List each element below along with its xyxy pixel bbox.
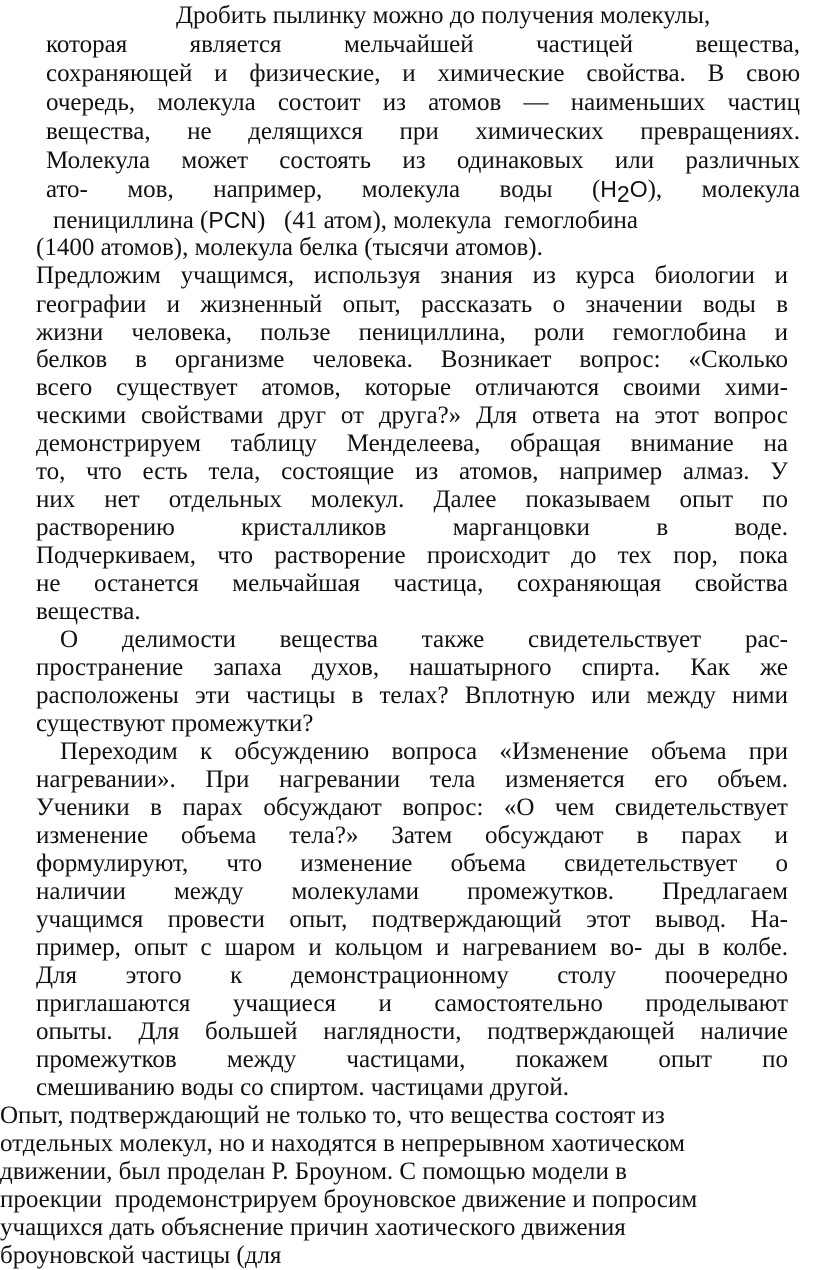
text-line: Предложим учащимся, используя знания из курса биологии и: [36, 262, 788, 289]
text-line: броуновской частицы (для: [0, 1242, 282, 1269]
text-line: учащихся дать объяснение причин хаотического движения: [0, 1214, 626, 1241]
text-line: Для этого к демонстрационному столу поочередно: [36, 962, 788, 989]
text-line: (1400 атомов), молекула белка (тысячи атомов).: [36, 234, 543, 261]
text-line: наличии между молекулами промежутков. Предлагаем: [36, 878, 788, 905]
text-line: растворению кристалликов марганцовки в воде.: [36, 514, 788, 541]
text-line: сохраняющей и физические, и химические свойства. В свою: [46, 60, 800, 87]
formula-pcn: PCN: [208, 207, 257, 233]
text-line: движении, был проделан Р. Броуном. С помощью модели в: [0, 1158, 627, 1185]
text-line: изменение объема тела?» Затем обсуждают в парах и: [36, 822, 788, 849]
text-line: Опыт, подтверждающий не только то, что вещества состоят из: [0, 1102, 665, 1129]
text-line: О делимости вещества также свидетельствует рас-: [60, 626, 788, 653]
text-line: которая является мельчайшей частицей вещества,: [46, 31, 800, 58]
text-line: Дробить пылинку можно до получения молекулы,: [176, 2, 711, 29]
text-line: нагревании». При нагревании тела изменяется его объем.: [36, 766, 788, 793]
formula-h: H: [600, 176, 617, 202]
text-line: жизни человека, пользе пенициллина, роли гемоглобина и: [36, 319, 788, 346]
text-line: ческими свойствами друг от друга?» Для ответа на этот вопрос: [36, 402, 788, 429]
text-line: то, что есть тела, состоящие из атомов, например алмаз. У: [36, 458, 788, 485]
text-line: учащимся провести опыт, подтверждающий этот вывод. На-: [36, 906, 788, 933]
text-line: Ученики в парах обсуждают вопрос: «О чем свидетельствует: [36, 794, 788, 821]
text-line: отдельных молекул, но и находятся в непрерывном хаотическом: [0, 1130, 685, 1157]
text-line: пример, опыт с шаром и кольцом и нагреванием во- ды в колбе.: [36, 934, 788, 961]
text-line: них нет отдельных молекул. Далее показываем опыт по: [36, 486, 788, 513]
text-line: Подчеркиваем, что растворение происходит до тех пор, пока: [36, 542, 788, 569]
text-line: проекции продемонстрируем броуновское движение и попросим: [0, 1186, 698, 1213]
text-line: демонстрируем таблицу Менделеева, обращая внимание на: [36, 430, 788, 457]
text-line: промежутков между частицами, покажем опыт по: [36, 1046, 788, 1073]
text-line: белков в организме человека. Возникает вопрос: «Сколько: [36, 346, 788, 373]
text-line: не останется мельчайшая частица, сохраняющая свойства: [36, 570, 788, 597]
text-line: вещества.: [36, 598, 141, 625]
text-line: опыты. Для большей наглядности, подтверждающей наличие: [36, 1018, 788, 1045]
formula-o: O: [629, 176, 648, 202]
text-fragment: ) (41 атом), молекула гемоглобина: [256, 207, 639, 234]
text-line: Переходим к обсуждению вопроса «Изменение объема при: [60, 738, 788, 765]
text-line: всего существует атомов, которые отличаются своими хими-: [36, 374, 788, 401]
text-line: смешиванию воды со спиртом. частицами другой.: [36, 1074, 570, 1101]
text-fragment: ато- мов, например, молекула воды (: [46, 176, 601, 203]
text-line: существуют промежутки?: [36, 710, 314, 737]
text-line: пространение запаха духов, нашатырного спирта. Как же: [36, 654, 788, 681]
text-line: географии и жизненный опыт, рассказать о значении воды в: [36, 291, 788, 318]
water-formula-line: [46, 176, 800, 207]
penicillin-line: [53, 207, 638, 234]
formula-subscript: 2: [616, 181, 630, 207]
text-line: расположены эти частицы в телах? Вплотную или между ними: [36, 682, 788, 709]
text-fragment: ), молекула: [647, 176, 800, 203]
text-line: формулируют, что изменение объема свидетельствует о: [36, 850, 788, 877]
text-line: приглашаются учащиеся и самостоятельно проделывают: [36, 990, 788, 1017]
text-line: очередь, молекула состоит из атомов — наименьших частиц: [46, 89, 800, 116]
text-fragment: пенициллина (: [53, 207, 209, 234]
text-line: вещества, не делящихся при химических превращениях.: [46, 118, 800, 145]
text-line: Молекула может состоять из одинаковых или различных: [46, 147, 800, 174]
